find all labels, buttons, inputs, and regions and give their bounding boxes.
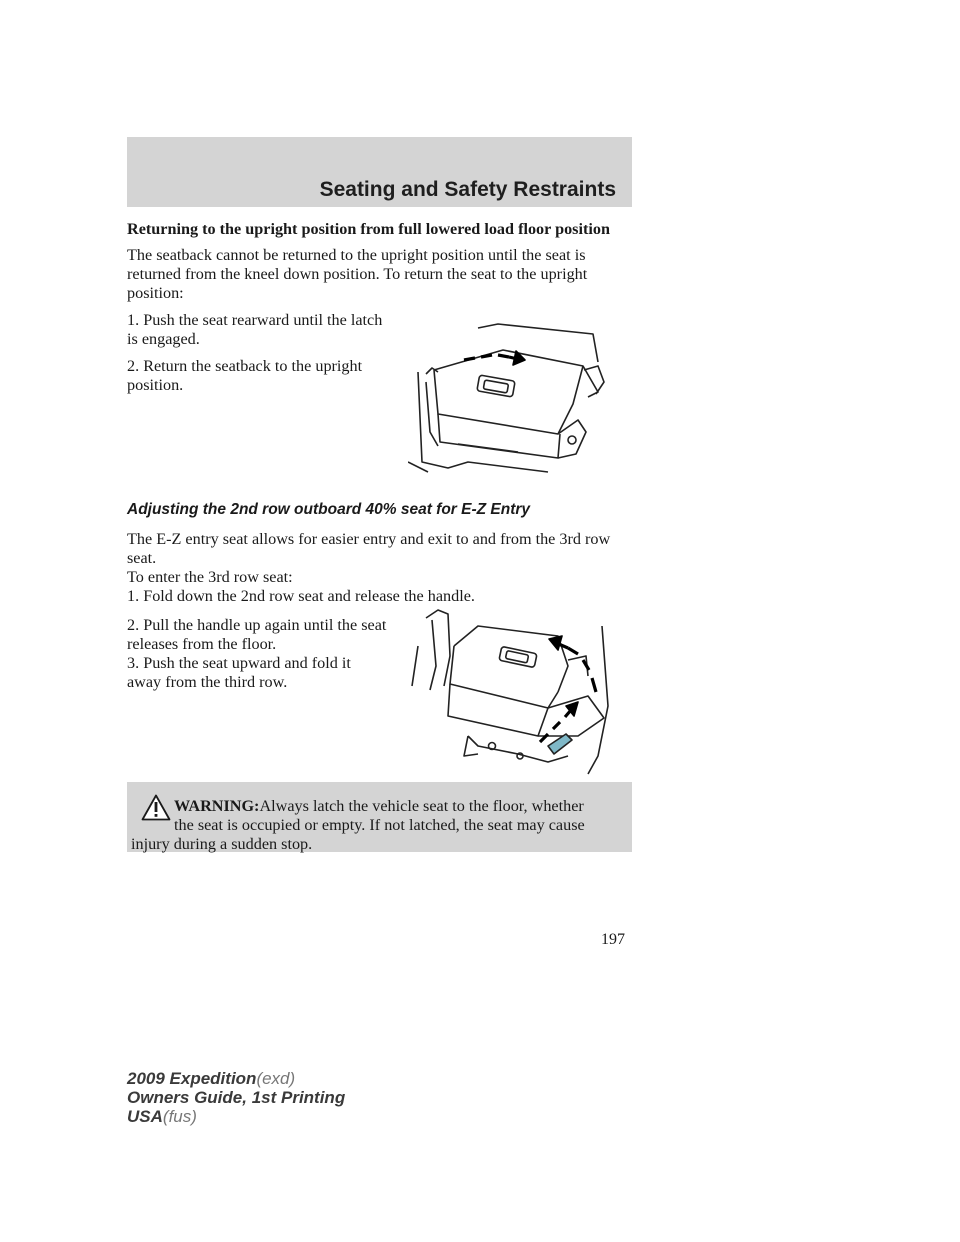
step-return-seatback: 2. Return the seatback to the upright position. [127, 357, 363, 394]
footer-model: 2009 Expedition [127, 1069, 257, 1088]
step-push-seat-upward: 3. Push the seat upward and fold it away from the third row. [127, 654, 351, 691]
footer-market: USA [127, 1107, 163, 1126]
warning-text-line2: the seat is occupied or empty. If not latched, the seat may cause [174, 816, 585, 834]
section-heading-ez-entry: Adjusting the 2nd row outboard 40% seat for E-Z Entry [127, 501, 531, 518]
step-fold-down: 1. Fold down the 2nd row seat and release the handle. [127, 587, 475, 605]
paragraph-ez-intro: The E-Z entry seat allows for easier entry and exit to and from the 3rd row seat. [127, 530, 611, 567]
step-push-rearward: 1. Push the seat rearward until the latch is engaged. [127, 311, 383, 348]
paragraph-ez-lead: To enter the 3rd row seat: [127, 568, 293, 586]
footer-guide: Owners Guide, 1st Printing [127, 1088, 346, 1107]
paragraph-upright-intro: The seatback cannot be returned to the upright position until the seat is returned from the kneel down position. To return the seat to the upright position: [127, 246, 588, 302]
warning-text-line3: injury during a sudden stop. [131, 835, 313, 853]
warning-box [127, 782, 632, 852]
section-heading-upright: Returning to the upright position from full lowered load floor position [127, 220, 610, 238]
footer-market-code: (fus) [162, 1107, 197, 1126]
page-title: Seating and Safety Restraints [319, 178, 616, 201]
warning-text-line1: Always latch the vehicle seat to the floor, whether [259, 797, 584, 815]
seat-upright-illustration [408, 322, 610, 474]
header-band [127, 137, 632, 207]
warning-label: WARNING: [174, 797, 260, 815]
seat-ez-entry-illustration [408, 606, 612, 776]
footer [127, 1069, 345, 1126]
footer-model-code: (exd) [256, 1069, 296, 1088]
step-pull-handle: 2. Pull the handle up again until the seat releases from the floor. [127, 616, 387, 653]
warning-text [127, 797, 617, 854]
page-number: 197 [601, 931, 625, 948]
